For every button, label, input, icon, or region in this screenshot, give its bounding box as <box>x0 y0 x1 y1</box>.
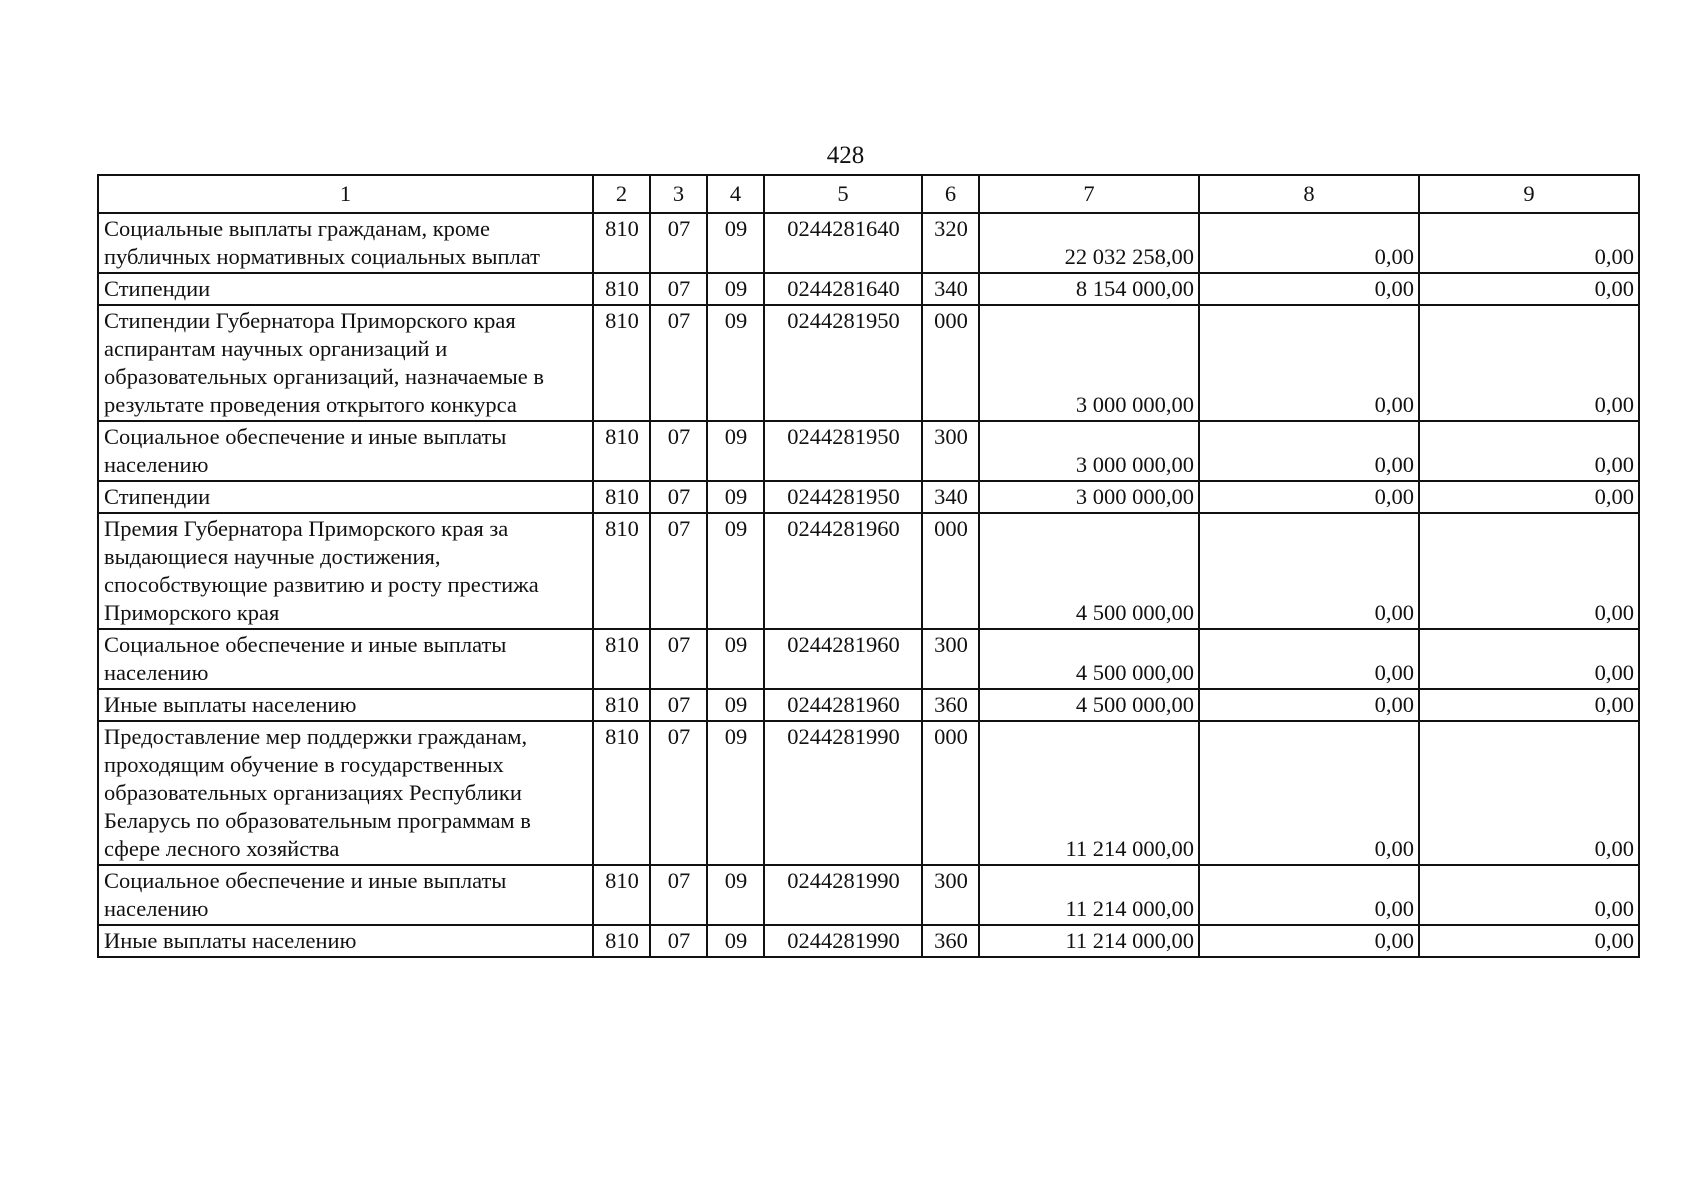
code-subsection: 09 <box>707 305 764 421</box>
code-expense-type: 340 <box>922 273 979 305</box>
row-name <box>98 273 593 305</box>
table-row <box>98 481 1639 513</box>
table-row <box>98 721 1639 865</box>
code-expense-type: 000 <box>922 513 979 629</box>
amount-col-7: 4 500 000,00 <box>979 513 1199 629</box>
table-row <box>98 865 1639 925</box>
code-target-article: 0244281960 <box>764 689 922 721</box>
amount-col-9: 0,00 <box>1419 273 1639 305</box>
code-target-article: 0244281960 <box>764 629 922 689</box>
amount-col-7: 3 000 000,00 <box>979 305 1199 421</box>
code-expense-type: 000 <box>922 721 979 865</box>
row-name-line: аспирантам научных организаций и <box>104 336 448 361</box>
amount-col-8: 0,00 <box>1199 421 1419 481</box>
column-header-5: 5 <box>764 175 922 213</box>
code-target-article: 0244281950 <box>764 305 922 421</box>
code-subsection: 09 <box>707 481 764 513</box>
code-expense-type: 300 <box>922 629 979 689</box>
row-name-line: населению <box>104 452 209 477</box>
amount-col-9: 0,00 <box>1419 629 1639 689</box>
amount-col-8: 0,00 <box>1199 925 1419 957</box>
amount-col-8: 0,00 <box>1199 721 1419 865</box>
row-name <box>98 481 593 513</box>
table-row <box>98 513 1639 629</box>
amount-col-9: 0,00 <box>1419 213 1639 273</box>
code-subsection: 09 <box>707 629 764 689</box>
amount-col-8: 0,00 <box>1199 213 1419 273</box>
amount-col-7: 4 500 000,00 <box>979 629 1199 689</box>
row-name-line: проходящим обучение в государственных <box>104 752 504 777</box>
code-expense-type: 300 <box>922 421 979 481</box>
row-name-line: Стипендии <box>104 276 211 301</box>
amount-col-8: 0,00 <box>1199 513 1419 629</box>
code-subsection: 09 <box>707 865 764 925</box>
amount-col-7: 3 000 000,00 <box>979 481 1199 513</box>
amount-col-8: 0,00 <box>1199 481 1419 513</box>
row-name-line: Стипендии <box>104 484 211 509</box>
code-expense-type: 300 <box>922 865 979 925</box>
amount-col-9: 0,00 <box>1419 513 1639 629</box>
code-grbs: 810 <box>593 273 650 305</box>
row-name-line: образовательных организаций, назначаемые в <box>104 364 544 389</box>
row-name <box>98 513 593 629</box>
code-grbs: 810 <box>593 629 650 689</box>
row-name-line: Стипендии Губернатора Приморского края <box>104 308 516 333</box>
code-grbs: 810 <box>593 481 650 513</box>
code-section: 07 <box>650 273 707 305</box>
code-subsection: 09 <box>707 513 764 629</box>
row-name-line: Приморского края <box>104 600 280 625</box>
code-target-article: 0244281950 <box>764 481 922 513</box>
column-header-8: 8 <box>1199 175 1419 213</box>
code-section: 07 <box>650 481 707 513</box>
amount-col-8: 0,00 <box>1199 865 1419 925</box>
amount-col-7: 11 214 000,00 <box>979 925 1199 957</box>
code-grbs: 810 <box>593 865 650 925</box>
table-row <box>98 273 1639 305</box>
budget-table <box>97 174 1640 958</box>
amount-col-7: 11 214 000,00 <box>979 721 1199 865</box>
amount-col-9: 0,00 <box>1419 421 1639 481</box>
row-name <box>98 305 593 421</box>
row-name-line: Иные выплаты населению <box>104 928 357 953</box>
column-header-1: 1 <box>98 175 593 213</box>
code-expense-type: 360 <box>922 689 979 721</box>
code-expense-type: 000 <box>922 305 979 421</box>
code-section: 07 <box>650 925 707 957</box>
code-subsection: 09 <box>707 689 764 721</box>
row-name-line: сфере лесного хозяйства <box>104 836 340 861</box>
row-name-line: Премия Губернатора Приморского края за <box>104 516 509 541</box>
row-name <box>98 629 593 689</box>
row-name <box>98 213 593 273</box>
code-subsection: 09 <box>707 925 764 957</box>
code-expense-type: 340 <box>922 481 979 513</box>
table-row <box>98 629 1639 689</box>
column-header-7: 7 <box>979 175 1199 213</box>
code-grbs: 810 <box>593 721 650 865</box>
row-name <box>98 925 593 957</box>
code-section: 07 <box>650 421 707 481</box>
header-row <box>98 175 1639 213</box>
table-row <box>98 213 1639 273</box>
table-row <box>98 689 1639 721</box>
amount-col-7: 11 214 000,00 <box>979 865 1199 925</box>
code-subsection: 09 <box>707 721 764 865</box>
code-target-article: 0244281640 <box>764 273 922 305</box>
row-name-line: образовательных организациях Республики <box>104 780 522 805</box>
code-target-article: 0244281990 <box>764 865 922 925</box>
table-row <box>98 305 1639 421</box>
row-name-line: Социальные выплаты гражданам, кроме <box>104 216 490 241</box>
table-body <box>98 175 1639 957</box>
amount-col-8: 0,00 <box>1199 305 1419 421</box>
code-target-article: 0244281950 <box>764 421 922 481</box>
table-row <box>98 421 1639 481</box>
column-header-6: 6 <box>922 175 979 213</box>
code-section: 07 <box>650 513 707 629</box>
code-target-article: 0244281990 <box>764 721 922 865</box>
row-name-line: Беларусь по образовательным программам в <box>104 808 531 833</box>
row-name-line: Социальное обеспечение и иные выплаты <box>104 868 507 893</box>
column-header-3: 3 <box>650 175 707 213</box>
code-grbs: 810 <box>593 689 650 721</box>
amount-col-7: 22 032 258,00 <box>979 213 1199 273</box>
row-name-line: выдающиеся научные достижения, <box>104 544 441 569</box>
amount-col-9: 0,00 <box>1419 721 1639 865</box>
column-header-9: 9 <box>1419 175 1639 213</box>
code-section: 07 <box>650 213 707 273</box>
code-target-article: 0244281640 <box>764 213 922 273</box>
row-name <box>98 689 593 721</box>
amount-col-7: 4 500 000,00 <box>979 689 1199 721</box>
amount-col-9: 0,00 <box>1419 865 1639 925</box>
row-name <box>98 421 593 481</box>
code-grbs: 810 <box>593 421 650 481</box>
amount-col-9: 0,00 <box>1419 925 1639 957</box>
row-name-line: населению <box>104 660 209 685</box>
code-section: 07 <box>650 305 707 421</box>
column-header-4: 4 <box>707 175 764 213</box>
column-header-2: 2 <box>593 175 650 213</box>
page-number: 428 <box>826 142 865 169</box>
amount-col-8: 0,00 <box>1199 629 1419 689</box>
code-expense-type: 320 <box>922 213 979 273</box>
code-section: 07 <box>650 865 707 925</box>
row-name-line: населению <box>104 896 209 921</box>
code-subsection: 09 <box>707 213 764 273</box>
row-name-line: Иные выплаты населению <box>104 692 357 717</box>
row-name-line: результате проведения открытого конкурса <box>104 392 517 417</box>
code-section: 07 <box>650 721 707 865</box>
row-name-line: способствующие развитию и росту престижа <box>104 572 539 597</box>
amount-col-8: 0,00 <box>1199 273 1419 305</box>
code-grbs: 810 <box>593 513 650 629</box>
code-target-article: 0244281960 <box>764 513 922 629</box>
code-subsection: 09 <box>707 421 764 481</box>
row-name-line: Социальное обеспечение и иные выплаты <box>104 632 507 657</box>
amount-col-9: 0,00 <box>1419 481 1639 513</box>
code-section: 07 <box>650 689 707 721</box>
code-target-article: 0244281990 <box>764 925 922 957</box>
code-subsection: 09 <box>707 273 764 305</box>
code-grbs: 810 <box>593 305 650 421</box>
row-name-line: Предоставление мер поддержки гражданам, <box>104 724 528 749</box>
table-row <box>98 925 1639 957</box>
row-name-line: Социальное обеспечение и иные выплаты <box>104 424 507 449</box>
amount-col-7: 8 154 000,00 <box>979 273 1199 305</box>
code-expense-type: 360 <box>922 925 979 957</box>
code-grbs: 810 <box>593 213 650 273</box>
amount-col-7: 3 000 000,00 <box>979 421 1199 481</box>
amount-col-8: 0,00 <box>1199 689 1419 721</box>
row-name <box>98 865 593 925</box>
code-section: 07 <box>650 629 707 689</box>
row-name-line: публичных нормативных социальных выплат <box>104 244 540 269</box>
code-grbs: 810 <box>593 925 650 957</box>
row-name <box>98 721 593 865</box>
amount-col-9: 0,00 <box>1419 305 1639 421</box>
amount-col-9: 0,00 <box>1419 689 1639 721</box>
